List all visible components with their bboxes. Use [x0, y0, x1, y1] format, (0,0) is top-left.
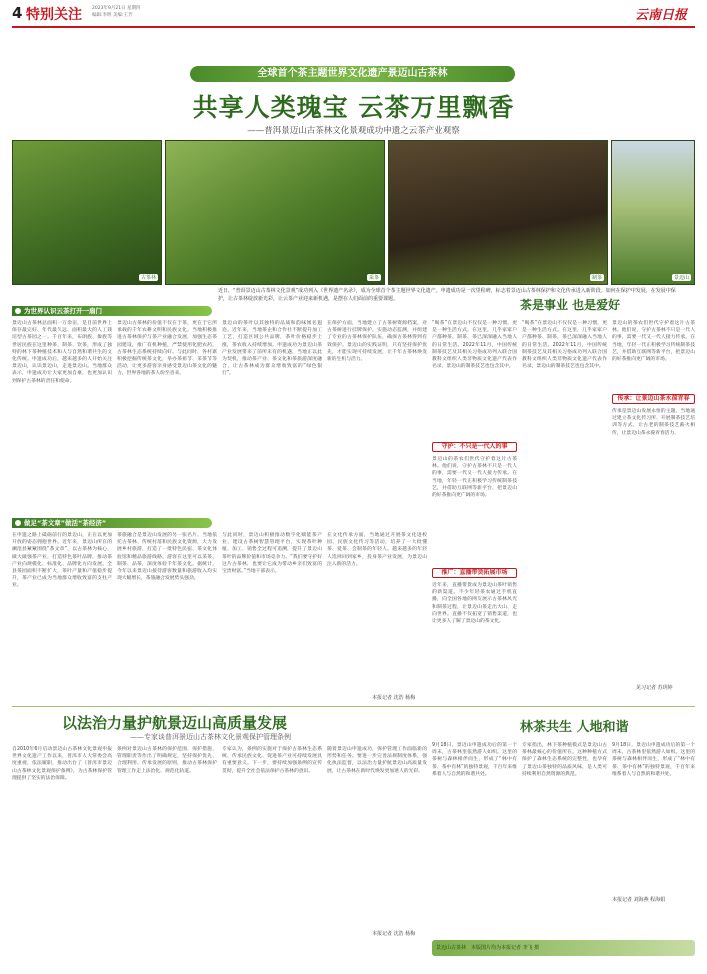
page-number: 4 — [12, 4, 23, 22]
photo-caption: 采茶 — [368, 275, 379, 281]
photo-jingmai-mountain — [611, 140, 695, 285]
section-title-3: 茶是事业 也是爱好 — [520, 298, 621, 312]
photo-caption: 古茶林 — [140, 275, 156, 281]
s3-column-3: 近年来，直播带货成为景迈山茶叶销售的新渠道。不少年轻茶农通过手机直播，向全国各地的网友展示古茶林风光和制茶过程，让景迈山茶走出大山、走向世界。直播不仅拓宽了销售渠道，也让更多人了解了景迈山的茶文化。 — [432, 583, 517, 625]
photo-tea-forest — [12, 140, 162, 285]
intro-paragraph: 近日，“普洱景迈山古茶林文化景观”成功列入《世界遗产名录》，成为全球首个茶主题世界文化遗产。申遗成功是一次里程碑，标志着景迈山古茶林保护和文化传承进入新阶段。如何在保护中发展，在发展中保护，让古茶林绽放新光彩，让云茶产业迎来新机遇，是摆在人们面前的重要课题。 — [218, 288, 676, 302]
s5-column-2: 专家指出，林下茶种植模式是景迈山古茶林最核心的价值所在。这种种植方式保护了森林生态系统的完整性，也孕育了景迈山茶独特的品质风味，是人类可持续利用自然资源的典范。 — [522, 743, 607, 777]
editor-info: 编辑:李明 美编:王芳 — [92, 13, 133, 18]
s2-byline: 本报记者 沈浩 杨梅 — [372, 695, 416, 701]
topic-banner: 全球首个茶主题世界文化遗产景迈山古茶林 — [190, 66, 515, 82]
s3-column-1: “喝茶”在景迈山不仅仅是一种习惯，更是一种生活方式。在这里，几乎家家户户都种茶、制茶，茶已深深融入当地人的日常生活。2022年11月，中国传统制茶技艺及其相关习俗成功列入联合国教科文组织人类非物质文化遗产代表作名录，景迈山的制茶技艺也包含其中。 — [432, 321, 517, 370]
s5-column-3: 9月18日，景迈山申遗成功后的第一个周末，古茶林里依然游人如织。这里的茶树与森林相伴而生，形成了“林中有茶、茶中有林”的独特景观，千百年来维系着人与自然的和谐共处。 — [612, 743, 695, 777]
photo-caption: 景迈山 — [673, 275, 689, 281]
s3-subhead-1: 守护：不只是一代人的事 — [432, 442, 517, 452]
photo-caption: 制茶 — [591, 275, 602, 281]
header-divider — [12, 26, 695, 28]
footer-credit: 景迈山古茶林 本版图片均为本报记者 李飞 摄 — [436, 945, 540, 951]
s3-column-5: 景迈山的茶农们世代守护着这片古茶林。他们说，守护古茶林不只是一代人的事，需要一代又一代人接力传承。在当地，年轻一代正积极学习传统制茶技艺，并借助互联网等新平台，把景迈山的好茶推向更广阔的市场。 — [612, 321, 695, 363]
s2-column-1: 在申遗之路上砥砺前行的景迈山，正在以更加开放的姿态拥抱世界。近年来，景迈山所在的澜沧县紧紧围绕“茶文章”，以古茶林为核心，做大做强茶产业，打造特色茶叶品牌，推动茶产业向规模化、标准化、品牌化方向发展。全县茶园面积不断扩大，茶叶产量和产值稳步提升，茶产业已成为当地群众增收致富的支柱产业。 — [12, 533, 112, 589]
section-4-subtitle: ——专家谈普洱景迈山古茶林文化景观保护管理条例 — [130, 733, 291, 741]
main-headline: 共享人类瑰宝 云茶万里飘香 — [192, 93, 515, 122]
photo-tea-processing — [388, 140, 608, 285]
section-title-2: 做足“茶文章”做活“茶经济” — [12, 518, 212, 528]
section-title-4: 以法治力量护航景迈山高质量发展 — [62, 714, 288, 732]
s1-column-1: 景迈山古茶林总面积一万余亩，是目前世界上保存最完好、年代最久远、面积最大的人工栽培型古茶园之一。千百年来，布朗族、傣族等世居民族在这里种茶、制茶、饮茶，形成了独特的林下茶种植技术和人与自然和谐共生的文化传统。申遗成功后，越来越多的人开始关注景迈山，认识景迈山，走进景迈山。当地群众表示，申遗成功让大家更加自豪，也更加认识到保护古茶林的责任和使命。 — [12, 321, 112, 384]
issue-meta — [92, 5, 140, 19]
s4-column-1: 自2010年6月启动景迈山古茶林文化景观申报世界文化遗产工作以来，普洱市人大常委会高度重视，依法履职，推动出台了《普洱市景迈山古茶林文化景观保护条例》，为古茶林保护管理提供了坚实的法治保障。 — [12, 747, 112, 781]
s1-column-4: 在保护方面，当地建立了古茶树资源档案，对古茶树进行挂牌保护，实施动态监测，并组建了专业的古茶林保护队伍，确保古茶林得到有效保护。景迈山的实践证明，只有坚持保护优先，才能实现可持续发展，让千年古茶林焕发新的生机与活力。 — [327, 321, 427, 363]
section-title-5: 林茶共生 人地和谐 — [520, 720, 629, 735]
section-title-1: 为世界认识云茶打开一扇门 — [12, 306, 212, 316]
main-subheadline: ——普洱景迈山古茶林文化景观成功申遗之云茶产业观察 — [247, 126, 460, 136]
photo-tea-picking — [165, 140, 385, 285]
s1-column-3: 景迈山的茶叶以其独特的品质和韵味闻名遐迩。近年来，当地茶企和合作社不断提升加工工艺，打造区域公共品牌，茶叶价格稳步上涨，茶农收入持续增加。申遗成功为景迈山茶产业发展带来了前所未有的机遇，当地正以此为契机，推动茶产业、茶文化和茶旅游深度融合，让古茶林成为群众增收致富的“绿色银行”。 — [222, 321, 322, 377]
s2-column-2: 茶旅融合是景迈山发展的另一张名片。当地依托古茶林、传统村落和民族文化资源，大力发展乡村旅游，打造了一批特色民宿、茶文化体验馆和精品旅游线路。游客在这里可以采茶、制茶、品茶，深度体验千年茶文化。据统计，今年以来景迈山接待游客数量和旅游收入均实现大幅增长，茶旅融合发展势头强劲。 — [117, 533, 217, 582]
s3-subhead-2: 推广：直播带货拓展市场 — [432, 568, 517, 578]
s2-column-4: 在文化传承方面，当地通过开展茶文化进校园、民族文化传习等活动，培养了一大批懂茶、爱茶、会制茶的年轻人。越来越多的年轻人选择回到家乡，投身茶产业发展，为景迈山注入新的活力。 — [327, 533, 427, 567]
newspaper-logo: 云南日报 — [634, 8, 687, 23]
section-name: 特别关注 — [26, 7, 82, 23]
s3-subhead-3: 传承：让景迈山茶永葆青春 — [612, 394, 695, 404]
s3-column-4: “喝茶”在景迈山不仅仅是一种习惯，更是一种生活方式。在这里，几乎家家户户都种茶、制茶，茶已深深融入当地人的日常生活。2022年11月，中国传统制茶技艺及其相关习俗成功列入联合国教科文组织人类非物质文化遗产代表作名录，景迈山的制茶技艺也包含其中。 — [522, 321, 607, 370]
issue-date: 2023年9月21日 星期四 — [92, 6, 141, 11]
s2-column-3: 与此同时，景迈山积极推动数字化赋能茶产业，建设古茶树智慧管理平台，实现茶叶种植、加工、销售全过程可追溯，提升了景迈山茶叶的品牌价值和市场竞争力。“我们要守护好这片古茶林，也要让它成为带动乡亲们致富的宝贵财富。”当地干部表示。 — [222, 533, 322, 575]
s3-column-2: 景迈山的茶农们世代守护着这片古茶林。他们说，守护古茶林不只是一代人的事，需要一代又一代人接力传承。在当地，年轻一代正积极学习传统制茶技艺，并借助互联网等新平台，把景迈山的好茶推向更广阔的市场。 — [432, 457, 517, 499]
s3-column-6: 传承是景迈山发展永恒的主题。当地通过建立茶文化传习所、开展制茶技艺培训等方式，让古老的制茶技艺薪火相传，让景迈山茶永葆青春活力。 — [612, 409, 695, 436]
s4-column-3: 专家认为，条例的实施对于保护古茶林生态系统、传承民族文化、促进茶产业可持续发展具有重要意义。下一步，要持续加强条例的宣传贯彻，提升全社会依法保护古茶林的意识。 — [222, 747, 322, 774]
s4-column-2: 条例对景迈山古茶林的保护范围、保护措施、管理职责等作出了明确规定，坚持保护优先、合理利用、传承发展的原则，推动古茶林保护管理工作走上法治化、规范化轨道。 — [117, 747, 217, 774]
s3-byline: 见习记者 苏玥婷 — [636, 685, 673, 691]
s1-column-2: 景迈山古茶林的价值不仅在于茶，更在于它所承载的千年农耕文明和民族文化。当地积极推进古茶林保护与茶产业融合发展，加强生态茶园建设，推广有机种植，严禁使用化肥农药，古茶林生态系统持续向好。与此同时，各村寨积极挖掘传统茶文化，举办茶祖节、采茶节等活动，让更多游客亲身感受景迈山茶文化的魅力，世界各地的茶人纷至沓来。 — [117, 321, 217, 377]
section-divider — [12, 706, 695, 707]
s5-byline: 本报记者 刘海燕 程海娟 — [612, 897, 666, 903]
s4-column-4: 随着景迈山申遗成功，保护管理工作面临新的形势和任务。要进一步完善法规制度体系，强化执法监督，以法治力量护航景迈山高质量发展，让古茶林在新时代焕发更加迷人的光彩。 — [327, 747, 427, 774]
footer-strip — [432, 940, 695, 956]
s4-byline: 本报记者 沈浩 杨梅 — [372, 931, 416, 937]
s5-column-1: 9月18日，景迈山申遗成功后的第一个周末，古茶林里依然游人如织。这里的茶树与森林相伴而生，形成了“林中有茶、茶中有林”的独特景观，千百年来维系着人与自然的和谐共处。 — [432, 743, 517, 777]
